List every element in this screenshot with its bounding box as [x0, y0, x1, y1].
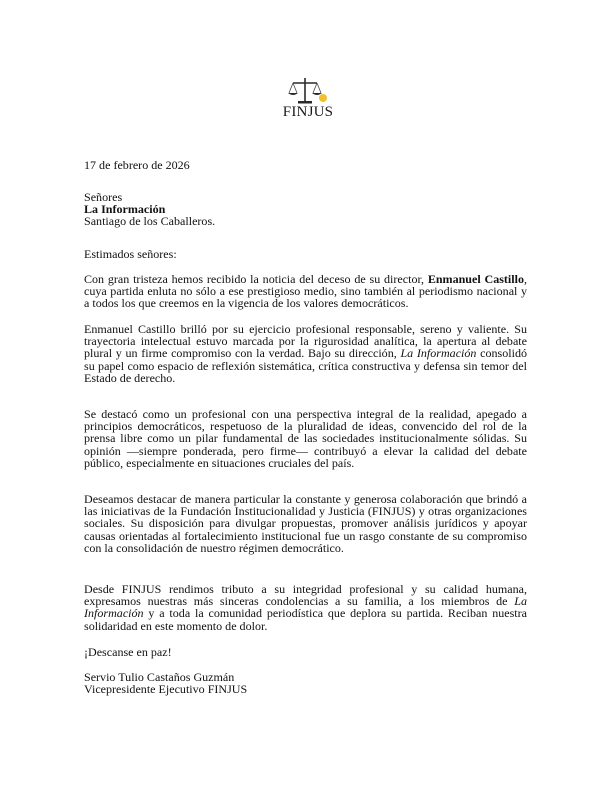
closing: ¡Descanse en paz! [84, 645, 172, 659]
paragraph-5: Desde FINJUS rendimos tributo a su integridad profesional y su calidad humana, expresamos nuestras más sinceras condolencias a su familia, a los miembros de La Información y a toda la comunidad periodística que deplora su partida. Reciban nuestra solidaridad en este momento de dolor. [84, 582, 527, 633]
paragraph-4: Deseamos destacar de manera particular la constante y generosa colaboración que brindó a las iniciativas de la Fundación Institucionalidad y Justicia (FINJUS) y otras organizaciones sociales. Su disposición para divulgar propuestas, promover análisis jurídicos y apoyar causas orientadas al fortalecimiento institucional fue un rasgo constante de su compromiso con la consolidación de nuestro régimen democrático. [84, 492, 527, 555]
director-name: Enmanuel Castillo [427, 272, 524, 286]
paragraph-2: Enmanuel Castillo brilló por su ejercicio profesional responsable, sereno y valiente. Su trayectoria intelectual estuvo marcada por la rigurosidad analítica, la apertura al debate plural y un firme compromiso con la verdad. Bajo su dirección, La Información consolidó su papel como espacio de reflexión sistemática, crítica constructiva y defensa sin temor del Estado de derecho. [84, 322, 528, 385]
signatory-title: Vicepresidente Ejecutivo FINJUS [84, 682, 248, 697]
greeting: Estimados señores: [84, 247, 177, 261]
logo-text: FINJUS [282, 104, 334, 120]
scales-of-justice-icon [285, 76, 331, 106]
paragraph-1: Con gran tristeza hemos recibido la noticia del deceso de su director, Enmanuel Castillo, cuya partida enluta no sólo a ese prestigioso medio, sino también al periodismo nacional y a todos los que creemos en la vigencia de los valores democráticos. [84, 272, 528, 311]
recipient-salutation: Señores [84, 190, 123, 204]
signature-block [84, 671, 527, 695]
accent-circle [319, 94, 327, 102]
signatory-name: Servio Tulio Castaños Guzmán [84, 670, 235, 684]
newspaper-name: La Información [400, 346, 477, 361]
newspaper-name: La Información [84, 594, 527, 621]
letter-date: 17 de febrero de 2026 [84, 158, 190, 172]
finjus-logo [276, 76, 340, 126]
recipient-block [84, 191, 527, 228]
recipient-city: Santiago de los Caballeros. [84, 214, 216, 229]
paragraph-3: Se destacó como un profesional con una perspectiva integral de la realidad, apegado a principios democráticos, respetuoso de la pluralidad de ideas, convencido del rol de la prensa libre como un pilar fundamental de las sociedades institucionalmente sólidas. Su opinión —siempre ponderada, pero firme— contribuyó a elevar la calidad del debate público, especialmente en situaciones cruciales del país. [84, 407, 527, 470]
recipient-organization: La Información [84, 202, 166, 217]
